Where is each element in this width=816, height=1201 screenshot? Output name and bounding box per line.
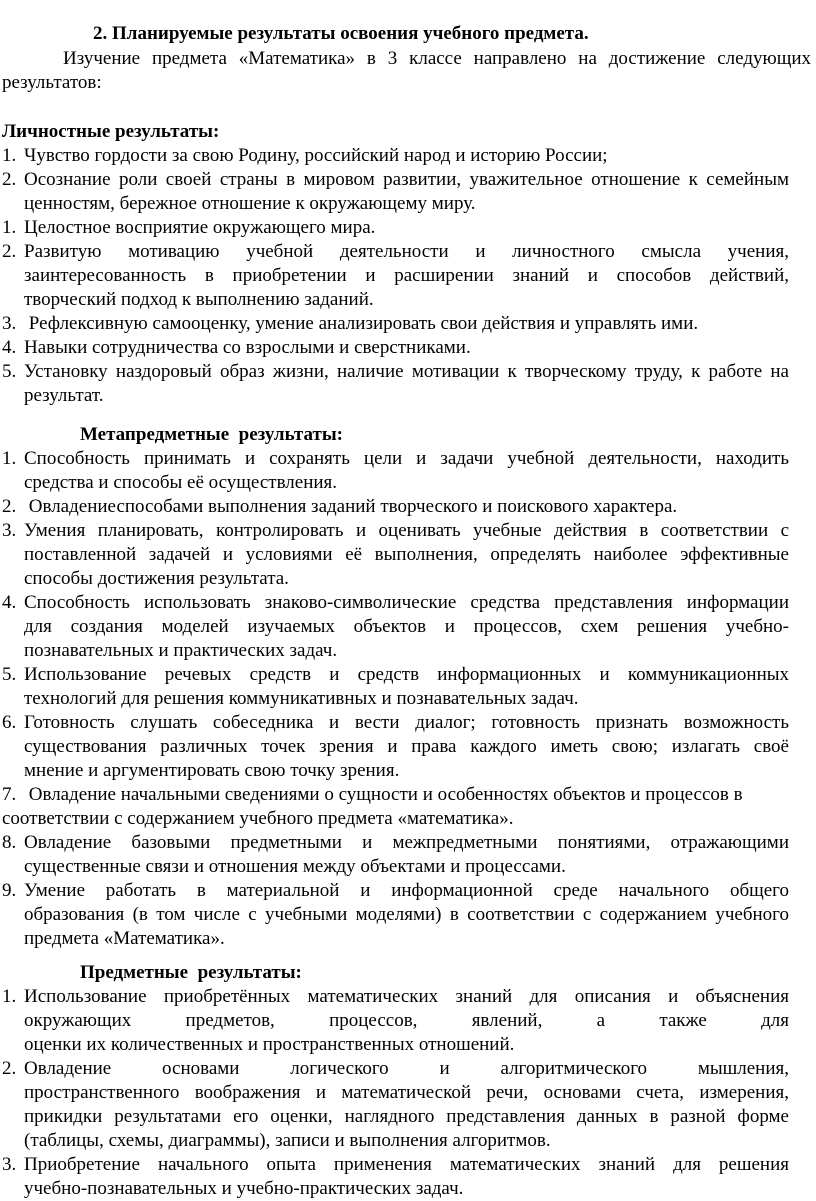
- list-item-number: 5.: [2, 361, 17, 382]
- list-item-text: Способность принимать и сохранять цели и задачи учебной деятельности, находить: [24, 448, 789, 469]
- list-item-text: Установку наздоровый образ жизни, наличие мотивации к творческому труду, к работе на: [24, 361, 789, 382]
- list-item-text: результат.: [24, 385, 104, 406]
- list-item-text: соответствии с содержанием учебного предмета «математика».: [2, 808, 514, 829]
- list-item-text: Готовность слушать собеседника и вести диалог; готовность признать возможность: [24, 712, 789, 733]
- list-item-text: Способность использовать знаково-символические средства представления информации: [24, 592, 789, 613]
- list-item-text: образования (в том числе с учебными моделями) в соответствии с содержанием учебного: [24, 904, 789, 925]
- list-item-number: 1.: [2, 217, 17, 238]
- list-item-text: Умения планировать, контролировать и оценивать учебные действия в соответствии с: [24, 520, 789, 541]
- list-item-text: Рефлексивную самооценку, умение анализировать свои действия и управлять ими.: [24, 313, 699, 334]
- list-item-number: 4.: [2, 592, 17, 613]
- list-item-number: 2.: [2, 496, 17, 517]
- section-heading-meta: Метапредметные результаты:: [80, 424, 343, 445]
- list-item-text: Овладение начальными сведениями о сущности и особенностях объектов и процессов в: [24, 784, 743, 805]
- list-item-text: Использование приобретённых математических знаний для описания и объяснения: [24, 986, 789, 1007]
- list-item-text: учебно-познавательных и учебно-практических задач.: [24, 1178, 464, 1199]
- list-item-number: 7.: [2, 784, 17, 805]
- list-item-text: творческий подход к выполнению заданий.: [24, 289, 374, 310]
- list-item-number: 1.: [2, 145, 17, 166]
- list-item-text: Овладениеспособами выполнения заданий творческого и поискового характера.: [24, 496, 678, 517]
- list-item-text: Осознание роли своей страны в мировом развитии, уважительное отношение к семейным: [24, 169, 789, 190]
- list-item-text: предмета «Математика».: [24, 928, 225, 949]
- list-item-text: Овладение базовыми предметными и межпредметными понятиями, отражающими: [24, 832, 789, 853]
- intro-text: результатов:: [2, 72, 102, 93]
- list-item-number: 3.: [2, 1154, 17, 1175]
- list-item-text: Овладение основами логического и алгоритмического мышления,: [24, 1058, 789, 1079]
- list-item-text: окружающих предметов, процессов, явлений, а также для: [24, 1010, 789, 1031]
- intro-text: Изучение предмета «Математика» в 3 классе направлено на достижение следующих: [63, 48, 811, 69]
- section-heading-subject: Предметные результаты:: [80, 962, 302, 983]
- list-item-number: 8.: [2, 832, 17, 853]
- list-item-text: Приобретение начального опыта применения математических знаний для решения: [24, 1154, 789, 1175]
- list-item-text: оценки их количественных и пространственных отношений.: [24, 1034, 515, 1055]
- list-item-text: способы достижения результата.: [24, 568, 289, 589]
- list-item-number: 5.: [2, 664, 17, 685]
- list-item-number: 2.: [2, 241, 17, 262]
- list-item-number: 2.: [2, 169, 17, 190]
- list-item-text: прикидки результатами его оценки, наглядного представления данных в разной форме: [24, 1106, 789, 1127]
- list-item-text: поставленной задачей и условиями её выполнения, определять наиболее эффективные: [24, 544, 789, 565]
- list-item-number: 9.: [2, 880, 17, 901]
- list-item-text: Умение работать в материальной и информационной среде начального общего: [24, 880, 789, 901]
- page-title: 2. Планируемые результаты освоения учебного предмета.: [93, 23, 589, 44]
- list-item-text: существования различных точек зрения и права каждого иметь свою; излагать своё: [24, 736, 789, 757]
- list-item-text: средства и способы её осуществления.: [24, 472, 338, 493]
- list-item-text: технологий для решения коммуникативных и познавательных задач.: [24, 688, 579, 709]
- list-item-text: мнение и аргументировать свою точку зрения.: [24, 760, 400, 781]
- list-item-text: пространственного воображения и математической речи, основами счета, измерения,: [24, 1082, 789, 1103]
- list-item-number: 1.: [2, 986, 17, 1007]
- list-item-number: 3.: [2, 520, 17, 541]
- list-item-text: Развитую мотивацию учебной деятельности и личностного смысла учения,: [24, 241, 789, 262]
- list-item-text: (таблицы, схемы, диаграммы), записи и выполнения алгоритмов.: [24, 1130, 551, 1151]
- section-heading-personal: Личностные результаты:: [2, 121, 220, 142]
- list-item-text: познавательных и практических задач.: [24, 640, 338, 661]
- list-item-text: для создания моделей изучаемых объектов и процессов, схем решения учебно-: [24, 616, 789, 637]
- list-item-number: 6.: [2, 712, 17, 733]
- list-item-text: существенные связи и отношения между объектами и процессами.: [24, 856, 566, 877]
- list-item-text: Целостное восприятие окружающего мира.: [24, 217, 376, 238]
- list-item-number: 1.: [2, 448, 17, 469]
- list-item-text: заинтересованность в приобретении и расширении знаний и способов действий,: [24, 265, 789, 286]
- list-item-text: Использование речевых средств и средств информационных и коммуникационных: [24, 664, 789, 685]
- list-item-number: 2.: [2, 1058, 17, 1079]
- list-item-text: ценностям, бережное отношение к окружающему миру.: [24, 193, 476, 214]
- list-item-number: 3.: [2, 313, 17, 334]
- list-item-text: Чувство гордости за свою Родину, российский народ и историю России;: [24, 145, 608, 166]
- list-item-text: Навыки сотрудничества со взрослыми и сверстниками.: [24, 337, 471, 358]
- list-item-number: 4.: [2, 337, 17, 358]
